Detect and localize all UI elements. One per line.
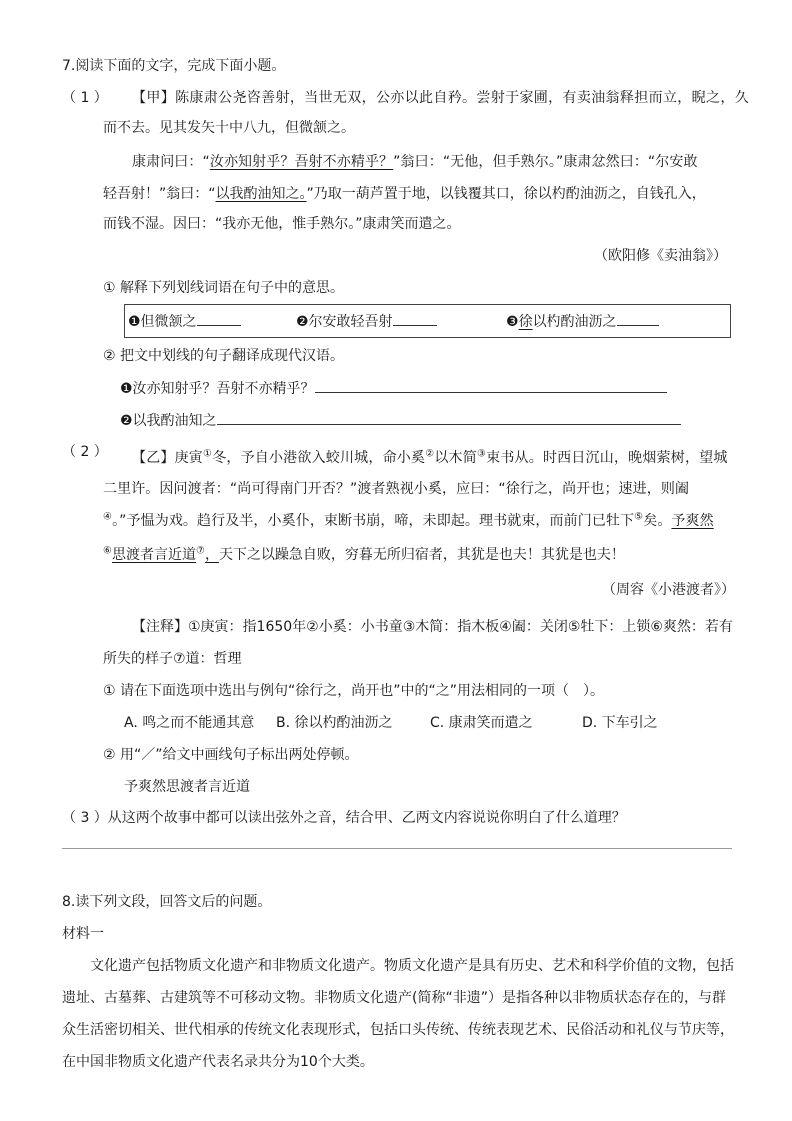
annotation-line-2: 所失的样子⑦道：哲理 bbox=[103, 651, 242, 667]
answer-blank[interactable] bbox=[393, 311, 437, 326]
part-1-number: （ 1 ） bbox=[62, 90, 108, 106]
material-heading: 材料一 bbox=[62, 926, 104, 942]
q7-title: 7.阅读下面的文字，完成下面小题。 bbox=[62, 58, 286, 74]
underlined-sentence-2: 以我酌油知之。 bbox=[215, 186, 307, 202]
passage-yi-line-2: 二里许。因问渡者：“尚可得南门开否？”渡者熟视小奚，应曰：“徐行之，尚开也；速进，则阖 bbox=[103, 481, 690, 497]
passage-jia-line-4: 轻吾射！”翁曰：“以我酌油知之。”乃取一葫芦置于地，以钱覆其口，徐以杓酌油沥之，自钱孔入， bbox=[103, 186, 706, 202]
passage-yi-source: （周容《小港渡者》） bbox=[602, 582, 735, 598]
underlined-sentence-1: 汝亦知射乎？吾射不亦精乎？ bbox=[209, 154, 394, 170]
passage-jia-line-1: 【甲】陈康肃公尧咨善射，当世无双，公亦以此自矜。尝射于家圃，有卖油翁释担而立，睨之，久 bbox=[132, 90, 750, 106]
part-3-question: （ 3 ）从这两个故事中都可以读出弦外之音，结合甲、乙两文内容说说你明白了什么道理？ bbox=[62, 810, 626, 826]
answer-blank[interactable] bbox=[617, 311, 659, 326]
passage-jia-line-2: 而不去。见其发矢十中八九，但微颔之。 bbox=[103, 120, 355, 136]
option-d[interactable]: D. 下车引之 bbox=[582, 715, 658, 731]
section-divider bbox=[62, 848, 732, 849]
material-line-1: 文化遗产包括物质文化遗产和非物质文化遗产。物质文化遗产是具有历史、艺术和科学价值的文物，包括 bbox=[90, 958, 734, 974]
option-c[interactable]: C. 康肃笑而遣之 bbox=[430, 715, 533, 731]
answer-line[interactable] bbox=[315, 378, 667, 393]
pause-sentence: 予爽然思渡者言近道 bbox=[124, 779, 250, 795]
part-2-number: （ 2 ） bbox=[62, 444, 108, 460]
subquestion-2-prompt: ② 把文中划线的句子翻译成现代汉语。 bbox=[103, 348, 344, 364]
annotation-line-1: 【注释】①庚寅：指1650年②小奚：小书童③木简：指木板④阖：关闭⑤牡下：上锁⑥爽然：若有 bbox=[132, 619, 733, 635]
passage-yi-line-1: 【乙】庚寅①冬，予自小港欲入蛟川城，命小奚②以木简③束书从。时西日沉山，晚烟萦树，望城 bbox=[132, 448, 728, 466]
option-b[interactable]: B. 徐以杓酌油沥之 bbox=[276, 715, 393, 731]
passage-jia-label: 【甲】 bbox=[132, 90, 176, 106]
explain-item-1: ❶但微颔之 bbox=[128, 311, 241, 332]
explain-item-2: ❷尔安敢轻吾射 bbox=[296, 311, 437, 332]
translate-item-2: ❷以我酌油知之 bbox=[120, 410, 681, 431]
passage-jia-line-3: 康肃问曰：“汝亦知射乎？吾射不亦精乎？”翁曰：“无他，但手熟尔。”康肃忿然曰：“尔安敢 bbox=[132, 154, 698, 170]
option-a[interactable]: A. 鸣之而不能通其意 bbox=[124, 715, 255, 731]
material-line-3: 众生活密切相关、世代相承的传统文化表现形式，包括口头传统、传统表现艺术、民俗活动和礼仪与节庆等， bbox=[62, 1022, 734, 1038]
passage-yi-line-3: ④。”予愠为戏。趋行及半，小奚仆，束断书崩，啼，未即起。理书就束，而前门已牡下⑤矣。予爽然 bbox=[103, 511, 714, 529]
subquestion-2-2-prompt: ② 用“／”给文中画线句子标出两处停顿。 bbox=[103, 747, 359, 763]
answer-blank[interactable] bbox=[197, 311, 241, 326]
material-line-4: 在中国非物质文化遗产代表名录共分为10个大类。 bbox=[62, 1054, 374, 1070]
answer-line[interactable] bbox=[217, 410, 681, 425]
passage-yi-label: 【乙】 bbox=[132, 450, 175, 466]
passage-jia-source: （欧阳修《卖油翁》） bbox=[594, 248, 727, 264]
explain-item-3: ❸徐以杓酌油沥之 bbox=[506, 311, 659, 332]
q8-title: 8.读下列文段，回答文后的问题。 bbox=[62, 894, 272, 910]
passage-yi-line-4: ⑥思渡者言近道⑦，天下之以躁急自败，穷暮无所归宿者，其犹是也夫！其犹是也夫！ bbox=[103, 545, 625, 563]
passage-jia-line-5: 而钱不湿。因曰：“我亦无他，惟手熟尔。”康肃笑而遣之。 bbox=[103, 216, 461, 232]
subquestion-2-1-prompt: ① 请在下面选项中选出与例句“徐行之，尚开也”中的“之”用法相同的一项（ ）。 bbox=[103, 683, 605, 699]
underlined-sentence-3: 予爽然 bbox=[671, 513, 714, 529]
translate-item-1: ❶汝亦知射乎？吾射不亦精乎？ bbox=[120, 378, 667, 399]
material-line-2: 遗址、古墓葬、古建筑等不可移动文物。非物质文化遗产(简称“非遗”）是指各种以非物质状态存在的，与群 bbox=[62, 990, 726, 1006]
subquestion-1-prompt: ① 解释下列划线词语在句子中的意思。 bbox=[103, 280, 344, 296]
